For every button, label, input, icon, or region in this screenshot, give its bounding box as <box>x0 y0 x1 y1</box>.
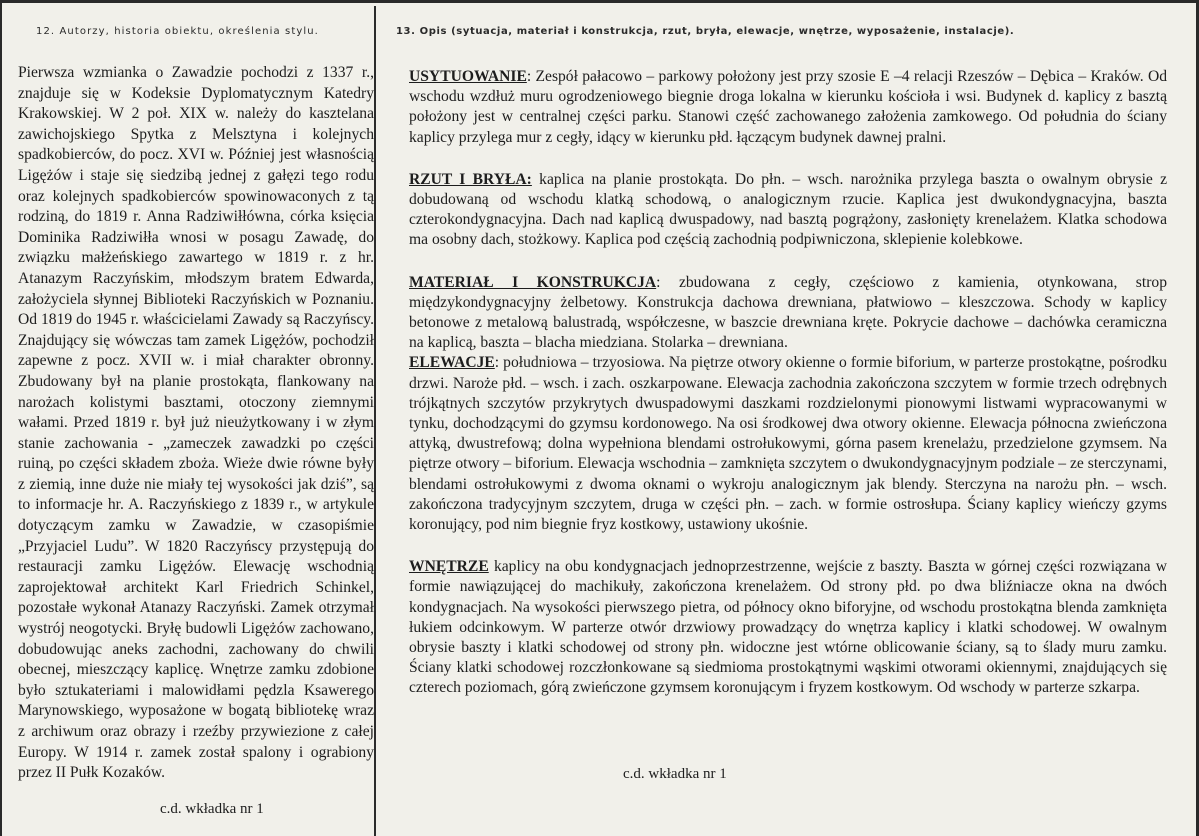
section-usytuowanie: USYTUOWANIE: Zespół pałacowo – parkowy położony jest przy szosie E –4 relacji Rzeszów – Dębica – Kraków. Od wschodu wzdłuż muru ogrodzeniowego biegnie droga lokalna w kierunku kościoła i wsi. Budynek d. kaplicy z basztą położony jest w centralnej części parku. Stanowi część zachowanego założenia zamkowego. Od południa do ściany kaplicy przylega mur z cegły, idący w kierunku płd. łączącym budynek dawnej pralni. <box>409 68 1167 146</box>
page-border-left <box>0 0 2 836</box>
page-border-top <box>0 0 1199 3</box>
section-text: kaplica na planie prostokąta. Do płn. – wsch. narożnika przylega baszta o owalnym obrysie z dobudowaną od wschodu klatką schodową, o analogicznym rzucie. Kaplica jest dwukondygnacyjna, baszta czterokondygnacyjna. Dach nad kaplicą dwuspadowy, nad basztą pogrążony, zasłonięty krenelażem. Klatka schodowa ma osobny dach, stożkowy. Kaplica pod częścią zachodnią podpiwniczona, sklepienie kolebkowe. <box>409 170 1168 249</box>
right-continuation-note: c.d. wkładka nr 1 <box>623 766 727 782</box>
section-title: MATERIAŁ I KONSTRUKCJA <box>409 273 657 291</box>
section-wnetrze <box>409 557 1167 698</box>
left-continuation-note: c.d. wkładka nr 1 <box>160 801 264 817</box>
section-title: ELEWACJE <box>409 354 495 372</box>
section-material-i-konstrukcja: MATERIAŁ I KONSTRUKCJA: zbudowana z cegły, częściowo z kamienia, otynkowana, strop międzykondygnacyjny żelbetowy. Konstrukcja dachowa drewniana, płatwiowo – kleszczowa. Schody w kaplicy betonowe z metalową balustradą, współczesne, w baszcie drewniana kręte. Pokrycie dachowe – dachówka ceramiczna na kaplicą, baszta – blacha miedziana. Stolarka – drewniana. <box>409 273 1167 352</box>
section-elewacje: ELEWACJE: południowa – trzyosiowa. Na piętrze otwory okienne o formie biforium, w parterze prostokątne, pośrodku drzwi. Naroże płd. – wsch. i zach. oszkarpowane. Elewacja zachodnia zakończona szczytem w formie trzech odrębnych trójkątnych szczytów przykrytych dwuspadowymi daszkami rozdzielonymi pionowymi listwami wypracowanymi w tynku, dochodzącymi do gzymsu kordonowego. Na osi środkowej dwa otwory okienne. Elewacja północna zwieńczona attyką, dwustrefową; dolna wypełniona blendami ostrołukowymi, górna pasem krenelażu, przedzielone gzymsem. Na piętrze otwory – biforium. Elewacja wschodnia – zamknięta szczytem o dwukondygnacyjnym podziale – ze sterczynami, blendami ostrołukowymi z dwoma oknami o wykroju analogicznym jak blendy. Sterczyna na narożu płn. – wsch. zakończona tradycyjnym szczytem, druga w części płn. – zach. w formie ostrosłupa. Ściany kaplicy wieńczy gzyms koronujący, pod nim biegnie fryz kostkowy, ustawiony ukośnie. <box>409 354 1167 534</box>
section-title: RZUT I BRYŁA: <box>409 170 532 188</box>
section-title: USYTUOWANIE <box>409 68 527 85</box>
column-divider <box>374 6 376 836</box>
history-text-block <box>18 63 374 784</box>
history-paragraph: Pierwsza wzmianka o Zawadzie pochodzi z 1337 r., znajduje się w Kodeksie Dyplomatycznym Katedry Krakowskiej. W 2 poł. XIX w. należy do kasztelana zawichojskiego Spytka z Melsztyna i kolejnych spadkobierców, do pocz. XVI w. Później jest własnością Ligężów i staje się siedzibą jednej z gałęzi tego rodu oraz kolejnych spadkobierców spowinowaconych z tą rodziną, do 1819 r. Anna Radziwiłłówna, córka księcia Dominika Radziwiłła wnosi w posagu Zawadę, do związku małżeńskiego zawartego w 1819 r. z hr. Atanazym Raczyńskim, młodszym bratem Edwarda, założyciela słynnej Biblioteki Raczyńskich w Poznaniu. Od 1819 do 1945 r. właścicielami Zawady są Raczyńscy. Znajdujący się wówczas tam zamek Ligężów, pochodził zapewne z pocz. XVII w. i miał charakter obronny. Zbudowany był na planie prostokąta, flankowany na narożach kolistymi basztami, otoczony ziemnymi wałami. Przed 1819 r. był już nieużytkowany i w złym stanie zachowania - „zameczek zawadzki po części ruiną, po części składem zboża. Wieże dwie równe były z ziemią, inne duże nie miały tej wysokości jak dziś”, są to informacje hr. A. Raczyńskiego z 1839 r., w artykule dotyczącym zamku w Zawadzie, w czasopiśmie „Przyjaciel Ludu”. W 1820 Raczyńscy przystępują do restauracji zamku Ligężów. Elewację wschodnią zaprojektował architekt Karl Friedrich Schinkel, pozostałe wykonał Atanazy Raczyński. Zamek otrzymał wystrój neogotycki. Bryłę budowli Ligężów zachowano, dobudowując aneks zachodni, zachowany do chwili obecnej, mieszczący kaplicę. Wnętrze zamku zdobione było sztukateriami i malowidłami pędzla Ksawerego Marynowskiego, wyposażone w bogatą bibliotekę wraz z archiwum oraz obrazy i rzeźby przywiezione z całej Europy. W 1914 r. zamek został spalony i ograbiony przez II Pułk Kozaków. <box>18 64 374 782</box>
section-rzut-i-bryla <box>409 170 1167 251</box>
section-text: kaplicy na obu kondygnacjach jednoprzestrzenne, wejście z baszty. Baszta w górnej części rozwiązana w formie nawiązującej do machikuły, zakończona krenelażem. Od strony płd. po dwa bliźniacze okna na dwóch kondygnacjach. Na wysokości pierwszego pietra, od północy okno biforyjne, od wschodu prostokątna blenda zamknięta łukiem odcinkowym. W parterze otwór drzwiowy prowadzący do wnętrza kaplicy i klatki schodowej. W owalnym obrysie baszty i klatki schodowej od strony płn. widoczne jest wtórne oblicowanie ściany, są to ślady muru zamku. Ściany klatki schodowej rozczłonkowane są siedmioma prostokątnymi wąskimi otworami okiennymi, znajdujących się czterech poziomach, górą zwieńczone gzymsem koronującym i fryzem kostkowym. Od wschody w parterze szkarpa. <box>409 558 1167 697</box>
right-column-heading: 13. Opis (sytuacja, materiał i konstrukcja, rzut, bryła, elewacje, wnętrze, wyposażenie, instalacje). <box>396 26 1015 37</box>
section-text: Zespół pałacowo – parkowy położony jest przy szosie E –4 relacji Rzeszów – Dębica – Kraków. Od wschodu wzdłuż muru ogrodzeniowego biegnie droga lokalna w kierunku kościoła i wsi. Budynek d. kaplicy z basztą położony jest w centralnej części parku. Stanowi część zachowanego założenia zamkowego. Od południa do ściany kaplicy przylega mur z cegły, idący w kierunku płd. łączącym budynek dawnej pralni. <box>409 68 1167 146</box>
left-column-heading: 12. Autorzy, historia obiektu, określenia stylu. <box>36 26 319 37</box>
section-text: zbudowana z cegły, częściowo z kamienia, otynkowana, strop międzykondygnacyjny żelbetowy. Konstrukcja dachowa drewniana, płatwiowo – kleszczowa. Schody w kaplicy betonowe z metalową balustradą, współczesne, w baszcie drewniana kręte. Pokrycie dachowe – dachówka ceramiczna na kaplicą, baszta – blacha miedziana. Stolarka – drewniana. <box>409 273 1167 352</box>
section-text: południowa – trzyosiowa. Na piętrze otwory okienne o formie biforium, w parterze prostokątne, pośrodku drzwi. Naroże płd. – wsch. i zach. oszkarpowane. Elewacja zachodnia zakończona szczytem w formie trzech odrębnych trójkątnych szczytów przykrytych dwuspadowymi daszkami rozdzielonymi pionowymi listwami wypracowanymi w tynku, dochodzącymi do gzymsu kordonowego. Na osi środkowej dwa otwory okienne. Elewacja północna zwieńczona attyką, dwustrefową; dolna wypełniona blendami ostrołukowymi, górna pasem krenelażu, przedzielone gzymsem. Na piętrze otwory – biforium. Elewacja wschodnia – zamknięta szczytem o dwukondygnacyjnym podziale – ze sterczynami, blendami ostrołukowymi z dwoma oknami o wykroju analogicznym jak blendy. Sterczyna na narożu płn. – wsch. zakończona tradycyjnym szczytem, druga w części płn. – zach. w formie ostrosłupa. Ściany kaplicy wieńczy gzyms koronujący, pod nim biegnie fryz kostkowy, ustawiony ukośnie. <box>409 354 1167 534</box>
description-text-block <box>409 67 1167 699</box>
section-title: WNĘTRZE <box>409 558 489 576</box>
